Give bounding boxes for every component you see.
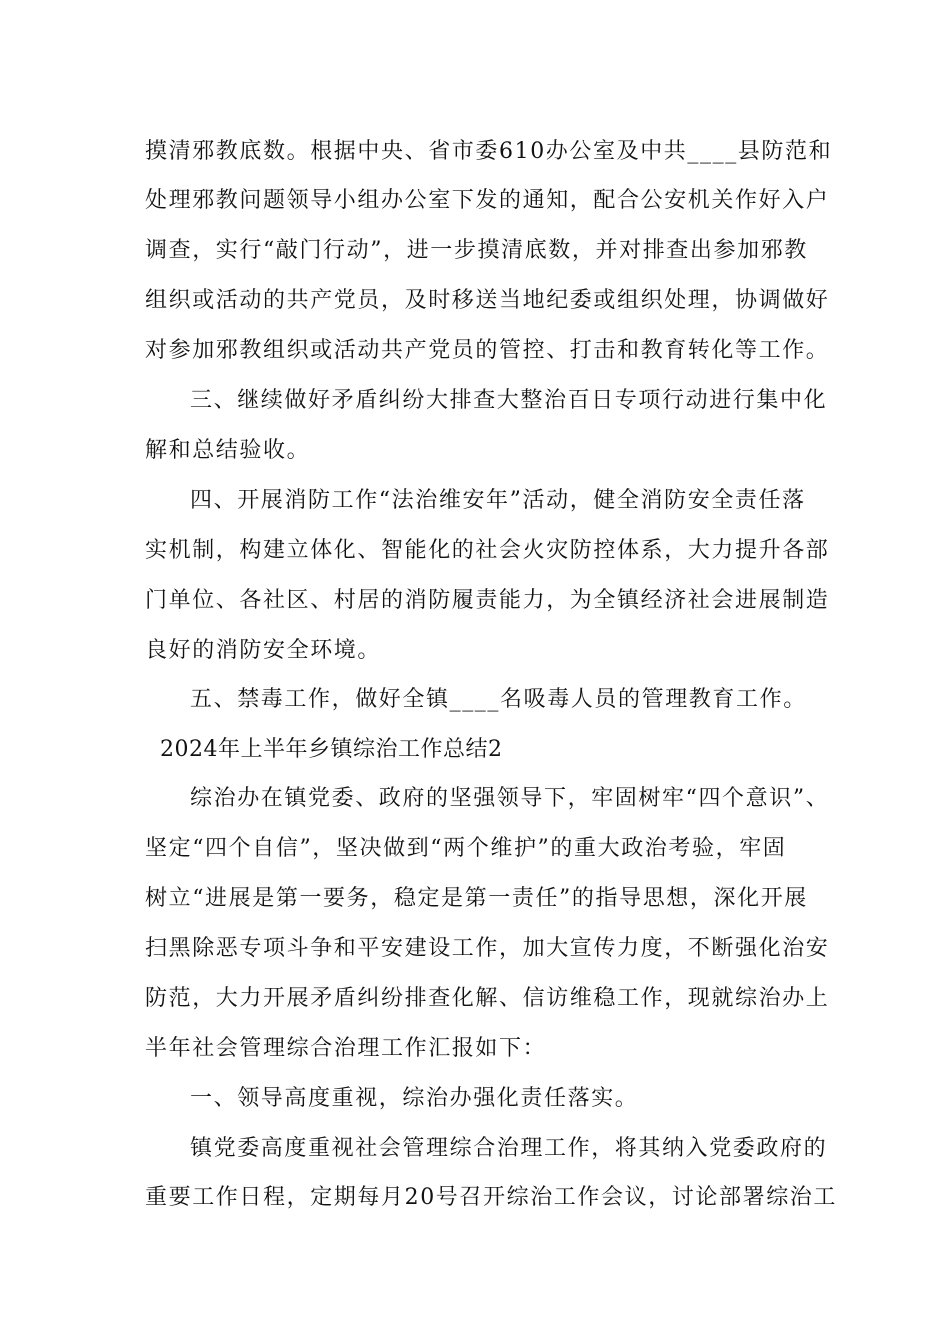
paragraph-start: 综治办在镇党委、政府的坚强领导下，牢固树牢“四个意识”、 [190, 786, 830, 811]
body-text-line: 扫黑除恶专项斗争和平安建设工作，加大宣传力度，不断强化治安 [145, 936, 830, 961]
body-text-line: 门单位、各社区、村居的消防履责能力，为全镇经济社会进展制造 [145, 588, 830, 613]
section-heading-four: 四、开展消防工作“法治维安年”活动，健全消防安全责任落 [190, 488, 806, 513]
paragraph-start: 镇党委高度重视社会管理综合治理工作，将其纳入党委政府的 [190, 1136, 828, 1161]
body-text-line: 树立“进展是第一要务，稳定是第一责任”的指导思想，深化开展 [145, 886, 808, 911]
body-text-line: 坚定“四个自信”，坚决做到“两个维护”的重大政治考验，牢固 [145, 836, 787, 861]
section-heading-five: 五、禁毒工作，做好全镇____名吸毒人员的管理教育工作。 [190, 687, 807, 712]
section-heading-one: 一、领导高度重视，综治办强化责任落实。 [190, 1086, 639, 1111]
body-text-line: 处理邪教问题领导小组办公室下发的通知，配合公安机关作好入户 [145, 188, 830, 213]
body-text-line: 重要工作日程，定期每月20号召开综治工作会议，讨论部署综治工 [145, 1185, 837, 1210]
section-heading-three: 三、继续做好矛盾纠纷大排查大整治百日专项行动进行集中化 [190, 388, 828, 413]
body-text-line: 半年社会管理综合治理工作汇报如下： [145, 1036, 547, 1061]
document-title: 2024年上半年乡镇综治工作总结2 [160, 737, 503, 762]
body-text-line: 实机制，构建立体化、智能化的社会火灾防控体系，大力提升各部 [145, 538, 830, 563]
body-text-line: 调查，实行“敲门行动”，进一步摸清底数，并对排查出参加邪教 [145, 238, 808, 263]
body-text-line: 解和总结验收。 [145, 438, 311, 463]
body-text-line: 防范，大力开展矛盾纠纷排查化解、信访维稳工作，现就综治办上 [145, 986, 830, 1011]
body-text-line: 对参加邪教组织或活动共产党员的管控、打击和教育转化等工作。 [145, 338, 830, 363]
body-text-line: 摸清邪教底数。根据中央、省市委610办公室及中共____县防范和 [145, 139, 833, 164]
body-text-line: 组织或活动的共产党员，及时移送当地纪委或组织处理，协调做好 [145, 288, 830, 313]
body-text-line: 良好的消防安全环境。 [145, 638, 382, 663]
